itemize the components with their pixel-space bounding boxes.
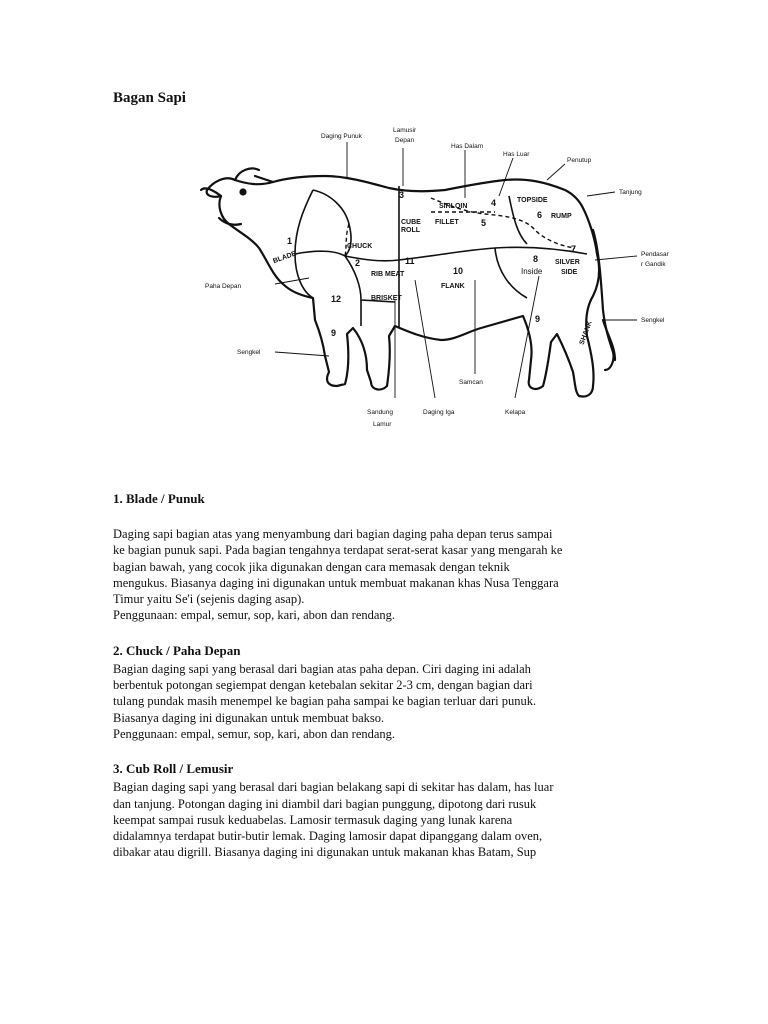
paragraph-line: tulang pundak masih menempel ke bagian paha sampai ke bagian terluar dari punuk. — [113, 694, 537, 709]
section-heading: 2. Chuck / Paha Depan — [113, 642, 241, 658]
section-heading: 1. Blade / Punuk — [113, 491, 205, 506]
section-paragraph — [113, 779, 673, 860]
label-sengkel-right: Sengkel — [641, 317, 665, 324]
paragraph-line: didalamnya terdapat butir-butir lemak. Daging lamosir dapat dipanggang dalam oven, — [113, 829, 543, 844]
paragraph-line: ke bagian punuk sapi. Pada bagian tengahnya terdapat serat-serat kasar yang mengarah ke — [113, 543, 563, 558]
cut-number-9-rear: 9 — [535, 314, 541, 324]
label-daging-punuk: Daging Punuk — [321, 133, 362, 140]
cut-number-7: 7 — [571, 244, 577, 254]
cut-rib-meat: RIB MEAT — [371, 271, 405, 278]
cut-number-5: 5 — [481, 218, 487, 228]
cut-number-10: 10 — [453, 266, 464, 276]
section-heading: 3. Cub Roll / Lemusir — [113, 761, 234, 777]
label-depan: Depan — [395, 137, 415, 144]
cut-brisket: BRISKET — [371, 295, 402, 302]
section-cube-roll — [113, 760, 673, 860]
cut-number-12: 12 — [331, 294, 342, 304]
cut-side: SIDE — [561, 269, 578, 276]
page-title: Bagan Sapi — [113, 90, 186, 106]
cut-shank: SHANK — [578, 320, 594, 346]
label-penutup: Penutup — [567, 157, 592, 164]
cut-sirloin: SIRLOIN — [439, 203, 468, 210]
label-has-luar: Has Luar — [503, 151, 530, 158]
label-kelapa: Kelapa — [505, 409, 526, 416]
label-samcan: Samcan — [459, 379, 483, 386]
section-blade — [113, 490, 673, 624]
paragraph-line: Daging sapi bagian atas yang menyambung dari bagian daging paha depan terus sampai — [113, 527, 553, 541]
beef-cuts-diagram — [195, 120, 705, 440]
cut-chuck: CHUCK — [347, 243, 373, 250]
paragraph-line: bagian bawah, yang cocok jika digunakan dengan cara memasak dengan teknik — [113, 559, 510, 574]
label-tanjung: Tanjung — [619, 189, 642, 196]
cut-rump: RUMP — [551, 213, 572, 220]
cut-inside: Inside — [521, 267, 543, 276]
cut-number-8: 8 — [533, 254, 539, 264]
paragraph-line: Timur yaitu Se'i (sejenis daging asap). — [113, 592, 305, 607]
paragraph-line: dan tanjung. Potongan daging ini diambil dari bagian punggung, dipotong dari rusuk — [113, 796, 537, 811]
cut-number-11: 11 — [405, 256, 415, 266]
paragraph-line: dibakar atau digrill. Biasanya daging ini digunakan untuk makanan khas Batam, Sup — [113, 845, 537, 860]
cut-roll: ROLL — [401, 227, 421, 234]
cut-number-3: 3 — [399, 190, 405, 200]
label-pendasar: Pendasar — [641, 251, 669, 258]
label-lamur: Lamur — [373, 421, 392, 428]
paragraph-line: Bagian daging sapi yang berasal dari bagian atas paha depan. Ciri daging ini adalah — [113, 661, 531, 676]
label-paha-depan: Paha Depan — [205, 283, 242, 290]
paragraph-line: Penggunaan: empal, semur, sop, kari, abon dan rendang. — [113, 608, 396, 623]
cut-number-6: 6 — [537, 210, 543, 220]
cow-outline-svg — [195, 120, 705, 440]
paragraph-line: berbentuk potongan segiempat dengan ketebalan sekitar 2-3 cm, dengan bagian dari — [113, 678, 533, 693]
label-lamusir: Lamusir — [393, 127, 417, 134]
paragraph-line: Biasanya daging ini digunakan untuk membuat bakso. — [113, 710, 385, 725]
document-body — [113, 490, 673, 879]
label-sengkel-left: Sengkel — [237, 349, 261, 356]
cut-silver: SILVER — [555, 259, 580, 266]
section-paragraph — [113, 661, 673, 742]
section-paragraph — [113, 526, 673, 624]
label-has-dalam: Has Dalam — [451, 143, 484, 150]
cut-number-9-front: 9 — [331, 328, 337, 338]
cut-blade: BLADE — [272, 250, 298, 266]
cut-cube: CUBE — [401, 219, 421, 226]
cut-number-2: 2 — [355, 258, 361, 268]
label-gandik: r Gandik — [641, 261, 666, 268]
cut-fillet: FILLET — [435, 219, 459, 226]
paragraph-line: keempat sampai rusuk keduabelas. Lamosir termasuk daging yang lunak karena — [113, 812, 513, 827]
cut-topside: TOPSIDE — [517, 197, 548, 204]
cut-flank: FLANK — [441, 283, 465, 290]
paragraph-line: mengukus. Biasanya daging ini digunakan untuk membuat makanan khas Nusa Tenggara — [113, 575, 559, 590]
cut-number-1: 1 — [287, 236, 293, 246]
section-chuck — [113, 642, 673, 742]
label-daging-iga: Daging Iga — [423, 409, 455, 416]
label-sandung: Sandung — [367, 409, 394, 416]
cut-number-4: 4 — [491, 198, 497, 208]
paragraph-line: Bagian daging sapi yang berasal dari bagian belakang sapi di sekitar has dalam, has luar — [113, 780, 554, 795]
paragraph-line: Penggunaan: empal, semur, sop, kari, abon dan rendang. — [113, 726, 396, 741]
